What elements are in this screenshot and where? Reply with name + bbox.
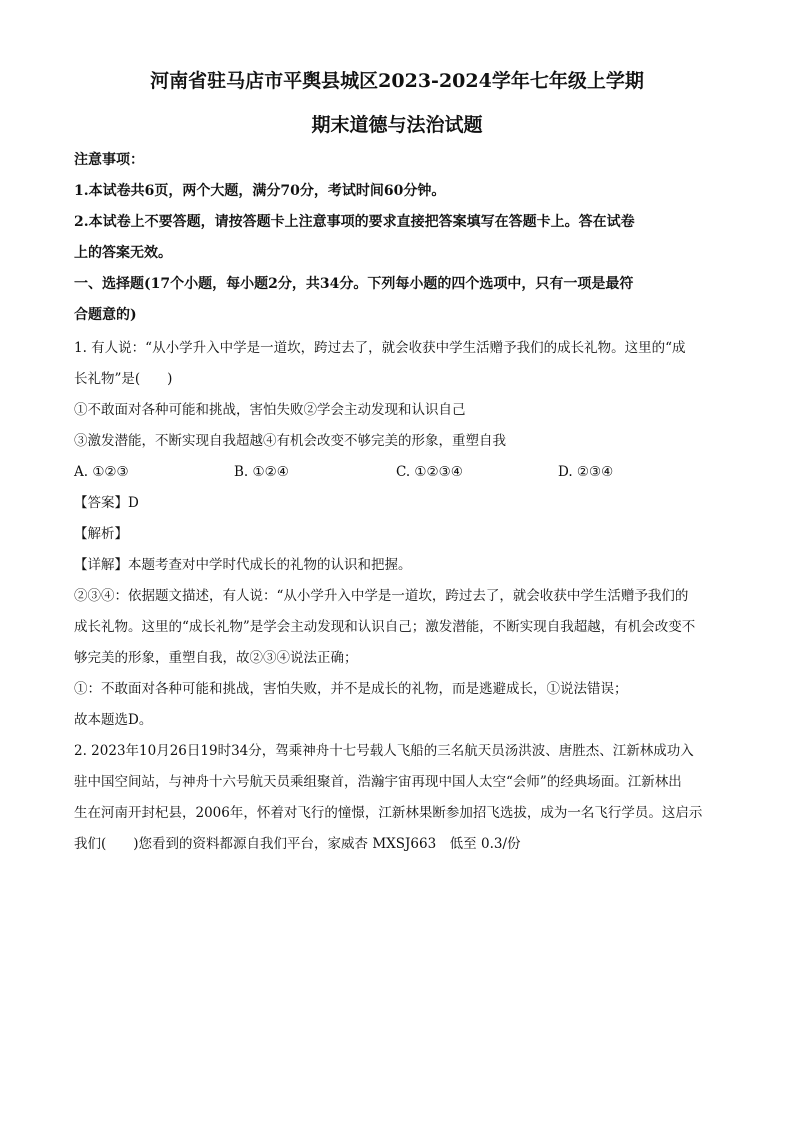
notice-item-2-line1: 2.本试卷上不要答题，请按答题卡上注意事项的要求直接把答案填写在答题卡上。答在试卷 bbox=[74, 214, 635, 230]
question-1-option-b: B. ①②④ bbox=[234, 464, 289, 480]
notice-item-2-line2: 上的答案无效。 bbox=[74, 245, 172, 261]
question-2-line2: 驻中国空间站，与神舟十六号航天员乘组聚首，浩瀚宇宙再现中国人太空“会师”的经典场面。江新林出 bbox=[74, 774, 682, 790]
question-2-line4: 我们( )您看到的资料都源自我们平台，家威杏 MXSJ663 低至 0.3/份 bbox=[74, 836, 521, 852]
question-1-option-a: A. ①②③ bbox=[74, 464, 129, 480]
notice-item-1: 1.本试卷共6页，两个大题，满分70分，考试时间60分钟。 bbox=[74, 183, 446, 199]
question-1-stem-line1: 1. 有人说：“从小学升入中学是一道坎，跨过去了，就会收获中学生活赠予我们的成长礼物。这里的“成 bbox=[74, 340, 686, 356]
question-1-detail: 【详解】本题考查对中学时代成长的礼物的认识和把握。 bbox=[74, 557, 412, 573]
section-heading-line1: 一、选择题(17个小题，每小题2分，共34分。下列每小题的四个选项中，只有一项是最符 bbox=[74, 276, 634, 292]
question-1-explanation-line1: ②③④：依据题文描述，有人说：“从小学升入中学是一道坎，跨过去了，就会收获中学生活赠予我们的 bbox=[74, 588, 689, 604]
question-1-explanation-line2: 成长礼物。这里的“成长礼物”是学会主动发现和认识自己；激发潜能，不断实现自我超越，有机会改变不 bbox=[74, 619, 696, 635]
question-2-line1: 2. 2023年10月26日19时34分，驾乘神舟十七号载人飞船的三名航天员汤洪波、唐胜杰、江新林成功入 bbox=[74, 743, 694, 759]
question-1-option-c: C. ①②③④ bbox=[396, 464, 463, 480]
question-1-option-d: D. ②③④ bbox=[558, 464, 614, 480]
question-1-analysis-label: 【解析】 bbox=[74, 526, 128, 542]
question-1-explanation-line3: 够完美的形象，重塑自我，故②③④说法正确； bbox=[74, 650, 358, 666]
question-1-stem-line2: 长礼物”是( ) bbox=[74, 371, 173, 387]
question-1-statement-line2: ③激发潜能，不断实现自我超越④有机会改变不够完美的形象，重塑自我 bbox=[74, 433, 506, 449]
question-1-answer: 【答案】D bbox=[74, 495, 139, 511]
question-1-explanation-line4: ①：不敢面对各种可能和挑战，害怕失败，并不是成长的礼物，而是逃避成长，①说法错误； bbox=[74, 681, 628, 697]
section-heading-line2: 合题意的) bbox=[74, 307, 137, 323]
question-1-statement-line1: ①不敢面对各种可能和挑战，害怕失败②学会主动发现和认识自己 bbox=[74, 402, 466, 418]
document-title-line2: 期末道德与法治试题 bbox=[311, 114, 483, 136]
question-2-line3: 生在河南开封杞县，2006年，怀着对飞行的憧憬，江新林果断参加招飞选拔，成为一名飞行学员。这启示 bbox=[74, 805, 703, 821]
document-title-line1: 河南省驻马店市平舆县城区2023-2024学年七年级上学期 bbox=[150, 70, 644, 92]
question-1-conclusion: 故本题选D。 bbox=[74, 712, 153, 728]
notice-heading: 注意事项： bbox=[74, 152, 144, 168]
